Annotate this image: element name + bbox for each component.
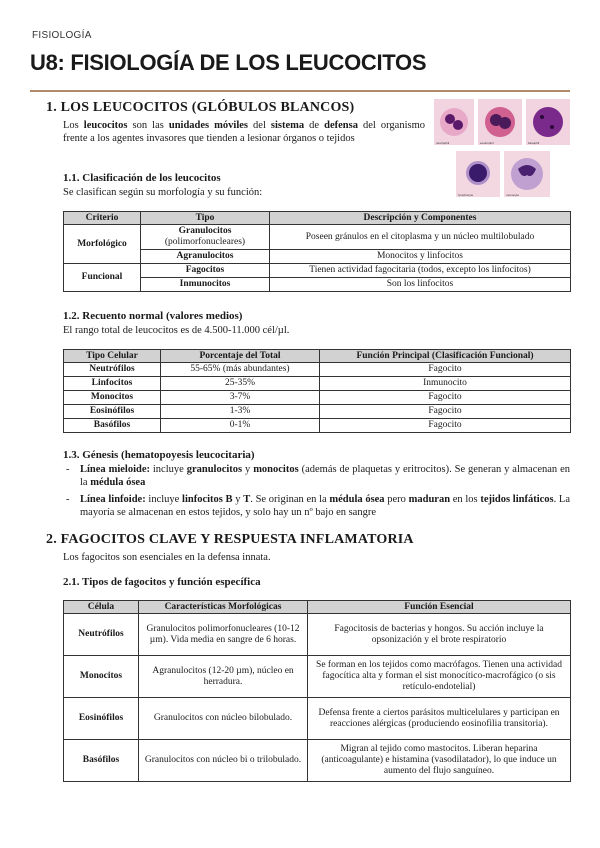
col-celula: Célula [64, 601, 139, 614]
section-1-1-text: Se clasifican según su morfología y su función: [63, 187, 263, 198]
phagocyte-table [63, 600, 571, 782]
col-funcion-esencial: Función Esencial [308, 601, 571, 614]
table-cell: Eosinófilos [64, 698, 139, 740]
table-cell: 0-1% [161, 419, 320, 433]
table-cell: Monocitos [64, 391, 161, 405]
table-row [64, 656, 571, 698]
table-cell: Fagocito [320, 391, 571, 405]
table-row [64, 391, 571, 405]
table-cell: Basófilos [64, 419, 161, 433]
table-row [64, 350, 571, 363]
table-cell: 3-7% [161, 391, 320, 405]
desc-inmunocitos: Son los linfocitos [270, 278, 571, 292]
table-cell: Granulocitos con núcleo bi o trilobulado. [139, 740, 308, 782]
section-1-2-text: El rango total de leucocitos es de 4.500-11.000 cél/µl. [63, 325, 290, 336]
neutrophil-label: neutrophil [436, 141, 450, 145]
table-cell: Fagocito [320, 405, 571, 419]
bullet-mieloide: - Línea mieloide: incluye granulocitos y monocitos (además de plaquetas y eritrocitos). Se generan y almacenan en la médula ósea [66, 464, 570, 488]
desc-granulocitos: Poseen gránulos en el citoplasma y un núcleo multilobulado [270, 225, 571, 250]
table-cell: Monocitos [64, 656, 139, 698]
table-cell: Fagocitosis de bacterias y hongos. Su acción incluye la opsonización y el brote respiratorio [308, 614, 571, 656]
table-cell: Inmunocito [320, 377, 571, 391]
table-cell: Neutrófilos [64, 363, 161, 377]
table-cell: Linfocitos [64, 377, 161, 391]
count-table [63, 349, 571, 433]
table-row [64, 740, 571, 782]
section-1-3-title: 1.3. Génesis (hematopoyesis leucocitaria) [63, 449, 255, 461]
col-funcion: Función Principal (Clasificación Funcional) [320, 350, 571, 363]
section-1-intro: Los leucocitos son las unidades móviles del sistema de defensa del organismo frente a los agentes invasores que tienden a lesionar órganos o tejidos [63, 120, 426, 144]
tipo-inmunocitos: Inmunocitos [141, 278, 270, 292]
col-caracteristicas: Características Morfológicas [139, 601, 308, 614]
tipo-granulocitos: Granulocitos (polimorfonucleares) [141, 225, 270, 250]
subject-label: FISIOLOGÍA [32, 30, 92, 41]
table-cell: Fagocito [320, 419, 571, 433]
table-cell: 25-35% [161, 377, 320, 391]
col-criterio: Criterio [64, 212, 141, 225]
col-porcentaje: Porcentaje del Total [161, 350, 320, 363]
page-title: U8: FISIOLOGÍA DE LOS LEUCOCITOS [30, 50, 427, 75]
table-cell: Granulocitos polimorfonucleares (10-12 µm). Vida media en sangre de 6 horas. [139, 614, 308, 656]
table-cell: Eosinófilos [64, 405, 161, 419]
table-cell: 1-3% [161, 405, 320, 419]
title-rule [30, 90, 570, 92]
monocyte-label: monocyte [506, 193, 520, 197]
table-cell: Defensa frente a ciertos parásitos multicelulares y participan en reacciones alérgicas (produciendo eosinofilia transitoria). [308, 698, 571, 740]
table-row [64, 212, 571, 225]
bullet-linfoide: - Línea linfoide: incluye linfocitos B y T. Se originan en la médula ósea pero maduran en los tejidos linfáticos. La mayoría se almacenan en estos tejidos, y solo hay un nº bajo en sangre [66, 494, 571, 518]
section-2-intro: Los fagocitos son esenciales en la defensa innata. [63, 552, 271, 563]
basophil-label: basophil [528, 141, 540, 145]
classification-table [63, 211, 571, 292]
table-row [64, 601, 571, 614]
table-cell: Se forman en los tejidos como macrófagos. Tienen una actividad fagocítica alta y forman el sist monocítico-macrofágico (o sis retículo-endotelial) [308, 656, 571, 698]
table-row [64, 377, 571, 391]
tipo-fagocitos: Fagocitos [141, 264, 270, 278]
col-descripcion: Descripción y Componentes [270, 212, 571, 225]
section-2-1-title: 2.1. Tipos de fagocitos y función específica [63, 576, 261, 588]
desc-agranulocitos: Monocitos y linfocitos [270, 250, 571, 264]
table-cell: 55-65% (más abundantes) [161, 363, 320, 377]
table-cell: Fagocito [320, 363, 571, 377]
table-cell: Agranulocitos (12-20 µm), núcleo en herradura. [139, 656, 308, 698]
table-row [64, 278, 571, 292]
tipo-agranulocitos: Agranulocitos [141, 250, 270, 264]
section-1-title: 1. LOS LEUCOCITOS (GLÓBULOS BLANCOS) [46, 100, 355, 115]
table-row [64, 225, 571, 250]
section-2-title: 2. FAGOCITOS CLAVE Y RESPUESTA INFLAMATORIA [46, 532, 414, 547]
section-1-1-title: 1.1. Clasificación de los leucocitos [63, 172, 221, 184]
eosinophil-label: eosinophil [480, 141, 494, 145]
table-cell: Migran al tejido como mastocitos. Liberan heparina (anticoagulante) e histamina (vasodilatador), lo que induce un aumento del flujo sanguíneo. [308, 740, 571, 782]
leukocyte-figure [434, 99, 570, 197]
criterio-morfologico: Morfológico [64, 225, 141, 264]
col-tipo-celular: Tipo Celular [64, 350, 161, 363]
table-cell: Neutrófilos [64, 614, 139, 656]
table-row [64, 264, 571, 278]
table-cell: Basófilos [64, 740, 139, 782]
table-cell: Granulocitos con núcleo bilobulado. [139, 698, 308, 740]
table-row [64, 250, 571, 264]
table-row [64, 363, 571, 377]
table-row [64, 698, 571, 740]
lymphocyte-label: lymphocyte [458, 193, 474, 197]
section-1-2-title: 1.2. Recuento normal (valores medios) [63, 310, 243, 322]
table-row [64, 405, 571, 419]
table-row [64, 614, 571, 656]
criterio-funcional: Funcional [64, 264, 141, 292]
table-row [64, 419, 571, 433]
col-tipo: Tipo [141, 212, 270, 225]
desc-fagocitos: Tienen actividad fagocitaria (todos, excepto los linfocitos) [270, 264, 571, 278]
